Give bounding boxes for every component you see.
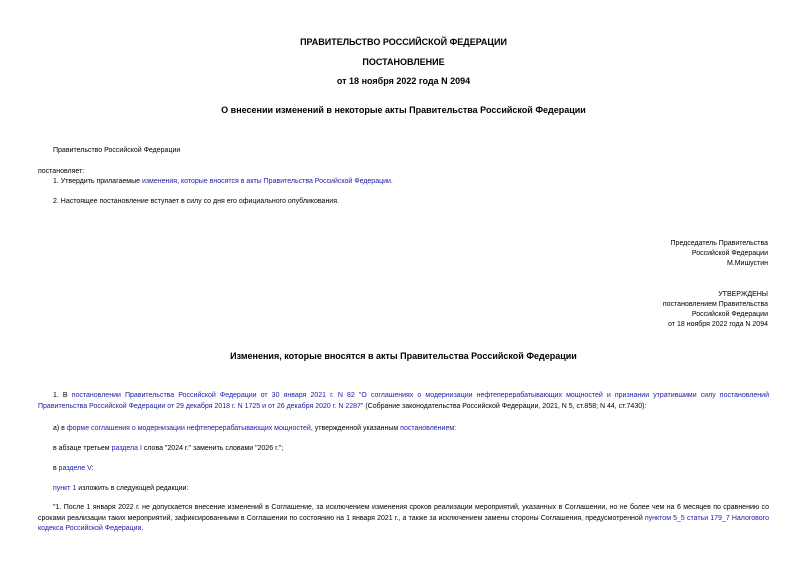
document-subject: О внесении изменений в некоторые акты Правительства Российской Федерации bbox=[221, 105, 586, 115]
changes-link[interactable]: изменения, которые вносятся в акты Правительства Российской Федерации bbox=[141, 178, 391, 185]
paragraph-1-source: (Собрание законодательства Российской Федерации, 2021, N 5, ст.858; N 44, ст.7430): bbox=[363, 402, 647, 410]
third-paragraph-change bbox=[53, 444, 283, 453]
quoted-paragraph-end: . bbox=[141, 525, 144, 532]
document-type: ПОСТАНОВЛЕНИЕ bbox=[362, 57, 445, 67]
section-v-end: : bbox=[91, 465, 94, 472]
approved-by: постановлением Правительства bbox=[662, 301, 768, 308]
item-1 bbox=[53, 177, 393, 186]
signature-country: Российской Федерации bbox=[691, 250, 768, 257]
third-paragraph-start: в абзаце третьем bbox=[53, 445, 112, 452]
item-1-text: 1. Утвердить прилагаемые bbox=[53, 178, 142, 185]
section-v-start: в bbox=[53, 465, 59, 472]
changes-title: Изменения, которые вносятся в акты Правительства Российской Федерации bbox=[230, 351, 577, 361]
resolution-link[interactable]: постановлением bbox=[400, 425, 455, 432]
signature-name: М.Мишустин bbox=[726, 260, 768, 267]
resolution-82-link[interactable]: постановлении Правительства Российской Федерации от 30 января 2021 г. N 82 "О соглашениях о модернизации нефтеперерабатывающих мощностей и признании утратившими силу постановлений Правительства Российской Федерации от 29 декабря 2018 г. N 1725 и от 26 декабря 2020 г. N 2287" bbox=[38, 392, 769, 410]
subitem-a-start: а) в bbox=[53, 425, 67, 432]
section-v-link[interactable]: разделе V bbox=[58, 465, 92, 472]
item-1-end: . bbox=[390, 178, 393, 185]
subitem-a-mid: , утвержденной указанным bbox=[310, 425, 401, 432]
section-v-change bbox=[53, 464, 93, 473]
item-2: 2. Настоящее постановление вступает в силу со дня его официального опубликования. bbox=[53, 198, 339, 205]
item-1-restate bbox=[53, 484, 188, 493]
agreement-form-link[interactable]: форме соглашения о модернизации нефтеперерабатывающих мощностей bbox=[66, 425, 311, 432]
approved-country: Российской Федерации bbox=[691, 311, 768, 318]
approved-date: от 18 ноября 2022 года N 2094 bbox=[668, 321, 768, 328]
decides-line: постановляет: bbox=[38, 168, 85, 175]
approved-label: УТВЕРЖДЕНЫ bbox=[718, 291, 768, 298]
item-1-link[interactable]: пункт 1 bbox=[53, 485, 77, 492]
third-paragraph-end: слова "2024 г." заменить словами "2026 г."; bbox=[141, 445, 284, 452]
tax-code-link[interactable]: пунктом 5_5 статьи 179_7 Налогового кодекса Российской Федерации bbox=[38, 514, 769, 532]
government-title: ПРАВИТЕЛЬСТВО РОССИЙСКОЙ ФЕДЕРАЦИИ bbox=[300, 37, 507, 47]
paragraph-1 bbox=[38, 391, 769, 412]
document-date-number: от 18 ноября 2022 года N 2094 bbox=[336, 76, 471, 86]
paragraph-1-start: 1. В bbox=[53, 392, 72, 399]
quoted-paragraph bbox=[38, 503, 769, 535]
subitem-a bbox=[53, 424, 456, 433]
item-1-restate-text: изложить в следующей редакции: bbox=[76, 485, 189, 492]
subitem-a-end: : bbox=[454, 425, 457, 432]
section-i-link[interactable]: раздела I bbox=[111, 445, 142, 452]
government-line: Правительство Российской Федерации bbox=[53, 147, 181, 154]
quoted-paragraph-text: "1. После 1 января 2022 г. не допускается внесение изменений в Соглашение, за исключением изменения сроков реализации мероприятий, указанных в Соглашении, но не более чем на 6 месяцев по сравнению со сроками реализации таких мероприятий, зафиксированными в Соглашении по состоянию на 1 января 2021 г., а также за исключением замены стороны Соглашения, предусмотренной bbox=[38, 504, 769, 522]
signature-position: Председатель Правительства bbox=[670, 240, 768, 247]
